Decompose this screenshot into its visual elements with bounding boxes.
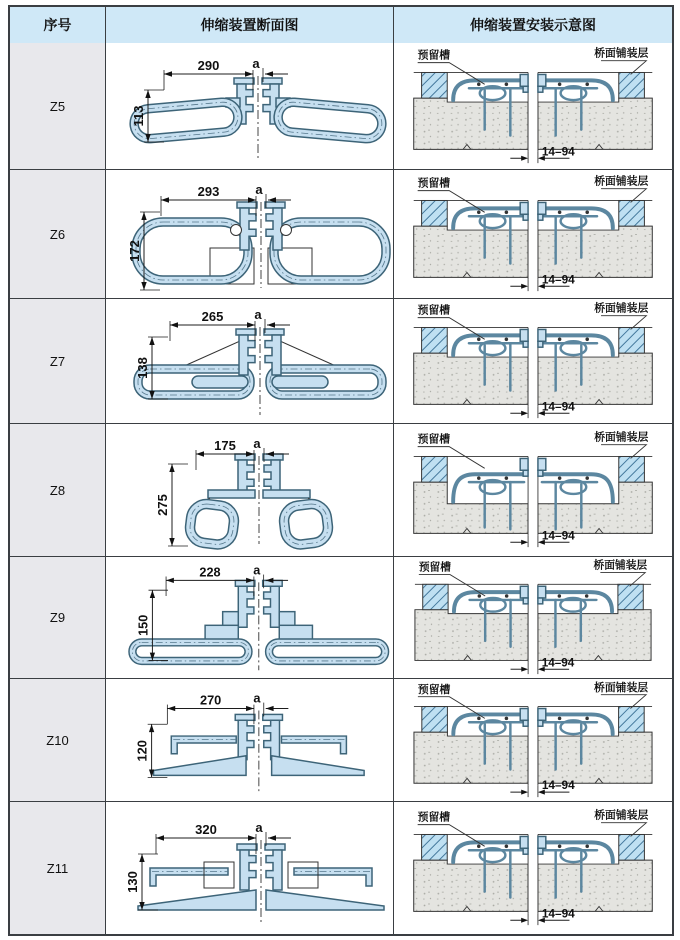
profile-right	[264, 329, 386, 399]
profile-right	[265, 844, 384, 910]
height-dimension: 120	[134, 740, 150, 762]
section-diagram	[106, 43, 393, 169]
width-dimension: 175	[214, 438, 236, 453]
width-dimension: 290	[197, 58, 220, 73]
deck-pavement-label: 桥面铺装层	[594, 302, 649, 315]
reserved-groove-label: 预留槽	[418, 561, 452, 574]
width-dimension: 320	[195, 822, 217, 837]
profile-right	[263, 454, 335, 551]
header-install-label: 伸缩装置安装示意图	[470, 17, 596, 33]
gap-range-dimension: 14–94	[541, 144, 575, 159]
header-cell-section	[106, 7, 394, 43]
gap-range-dimension: 14–94	[541, 272, 575, 287]
expansion-joint-table	[8, 5, 674, 936]
row-id: Z5	[49, 98, 66, 114]
deck-pavement-label: 桥面铺装层	[594, 681, 649, 694]
pavement-hatch-right	[619, 456, 645, 482]
gap-dimension: a	[254, 307, 262, 322]
table-row	[10, 423, 672, 556]
row-id: Z8	[49, 482, 66, 498]
installation-diagram	[394, 299, 672, 423]
header-section-label: 伸缩装置断面图	[200, 17, 299, 33]
install-diagram-cell	[394, 299, 672, 423]
section-diagram	[106, 170, 393, 298]
row-id: Z10	[46, 732, 69, 748]
table-row	[10, 169, 672, 298]
deck-pavement-label: 桥面铺装层	[594, 809, 649, 822]
reserved-groove-label: 预留槽	[417, 433, 451, 446]
section-diagram	[106, 557, 393, 678]
gap-dimension: a	[255, 182, 263, 197]
header-cell-index	[10, 7, 106, 43]
width-dimension: 270	[199, 692, 222, 708]
height-dimension: 150	[136, 614, 151, 636]
reserved-groove-label: 预留槽	[417, 177, 451, 190]
profile-left	[154, 714, 255, 775]
pavement-hatch-right	[618, 584, 643, 609]
pavement-hatch-left	[422, 72, 448, 98]
gap-range-dimension: 14–94	[541, 656, 575, 670]
pavement-hatch-right	[619, 72, 645, 98]
section-diagram	[106, 424, 393, 556]
section-diagram-cell	[106, 557, 394, 678]
width-dimension: 265	[201, 309, 224, 324]
row-id-cell	[10, 802, 106, 934]
gap-range-dimension: 14–94	[541, 778, 575, 793]
table-row	[10, 43, 672, 169]
profile-right	[263, 714, 364, 775]
pavement-hatch-right	[619, 707, 645, 733]
row-id-cell	[10, 43, 106, 169]
section-diagram-cell	[106, 679, 394, 801]
reserved-groove-label: 预留槽	[417, 811, 451, 824]
row-id-cell	[10, 424, 106, 556]
installation-diagram	[394, 557, 672, 678]
profile-left	[132, 202, 257, 284]
gap-range-dimension: 14–94	[541, 528, 575, 543]
profile-right	[265, 202, 390, 284]
table-row	[10, 298, 672, 423]
row-id: Z6	[49, 226, 66, 242]
pavement-hatch-left	[422, 200, 448, 226]
header-cell-install	[394, 7, 672, 43]
height-dimension: 138	[135, 357, 150, 379]
profile-left	[183, 454, 255, 551]
pavement-hatch-left	[422, 834, 448, 860]
row-id-cell	[10, 170, 106, 298]
width-dimension: 293	[197, 184, 220, 199]
reserved-groove-label: 预留槽	[417, 683, 451, 696]
row-id-cell	[10, 557, 106, 678]
row-id: Z11	[46, 860, 69, 876]
row-id-cell	[10, 299, 106, 423]
installation-diagram	[394, 802, 672, 934]
section-diagram-cell	[106, 424, 394, 556]
reserved-groove-label: 预留槽	[417, 49, 451, 62]
section-diagram	[106, 679, 393, 801]
pavement-hatch-right	[619, 200, 645, 226]
section-diagram-cell	[106, 299, 394, 423]
install-diagram-cell	[394, 170, 672, 298]
table-row	[10, 801, 672, 934]
install-diagram-cell	[394, 557, 672, 678]
installation-diagram	[394, 679, 672, 801]
section-diagram-cell	[106, 170, 394, 298]
pavement-hatch-right	[619, 327, 645, 353]
gap-dimension: a	[255, 820, 263, 835]
header-index-label: 序号	[43, 17, 72, 33]
install-diagram-cell	[394, 679, 672, 801]
gap-dimension: a	[253, 690, 261, 706]
pavement-hatch-left	[422, 707, 448, 733]
gap-dimension: a	[253, 563, 261, 578]
height-dimension: 172	[127, 240, 142, 262]
row-id: Z9	[49, 610, 66, 625]
header-row	[10, 7, 672, 43]
height-dimension: 130	[125, 871, 140, 893]
pavement-hatch-left	[423, 584, 448, 609]
pavement-hatch-left	[422, 456, 448, 482]
install-diagram-cell	[394, 43, 672, 169]
installation-diagram	[394, 170, 672, 298]
row-id: Z7	[49, 353, 66, 369]
deck-pavement-label: 桥面铺装层	[594, 431, 649, 444]
installation-diagram	[394, 424, 672, 556]
section-diagram-cell	[106, 802, 394, 934]
width-dimension: 228	[199, 565, 221, 580]
section-diagram	[106, 299, 393, 423]
deck-pavement-label: 桥面铺装层	[593, 559, 648, 572]
deck-pavement-label: 桥面铺装层	[594, 47, 649, 60]
installation-diagram	[394, 43, 672, 169]
pavement-hatch-left	[422, 327, 448, 353]
pavement-hatch-right	[619, 834, 645, 860]
table-row	[10, 556, 672, 678]
reserved-groove-label: 预留槽	[417, 304, 451, 317]
profile-right	[262, 78, 387, 144]
height-dimension: 275	[155, 494, 170, 516]
table-body	[10, 43, 672, 934]
gap-dimension: a	[253, 436, 261, 451]
gap-range-dimension: 14–94	[541, 906, 575, 921]
table-row	[10, 678, 672, 801]
install-diagram-cell	[394, 424, 672, 556]
section-diagram	[106, 802, 393, 934]
deck-pavement-label: 桥面铺装层	[594, 175, 649, 188]
row-id-cell	[10, 679, 106, 801]
height-dimension: 113	[131, 105, 146, 127]
profile-right	[263, 580, 389, 664]
install-diagram-cell	[394, 802, 672, 934]
section-diagram-cell	[106, 43, 394, 169]
gap-range-dimension: 14–94	[541, 399, 575, 414]
gap-dimension: a	[252, 56, 260, 71]
